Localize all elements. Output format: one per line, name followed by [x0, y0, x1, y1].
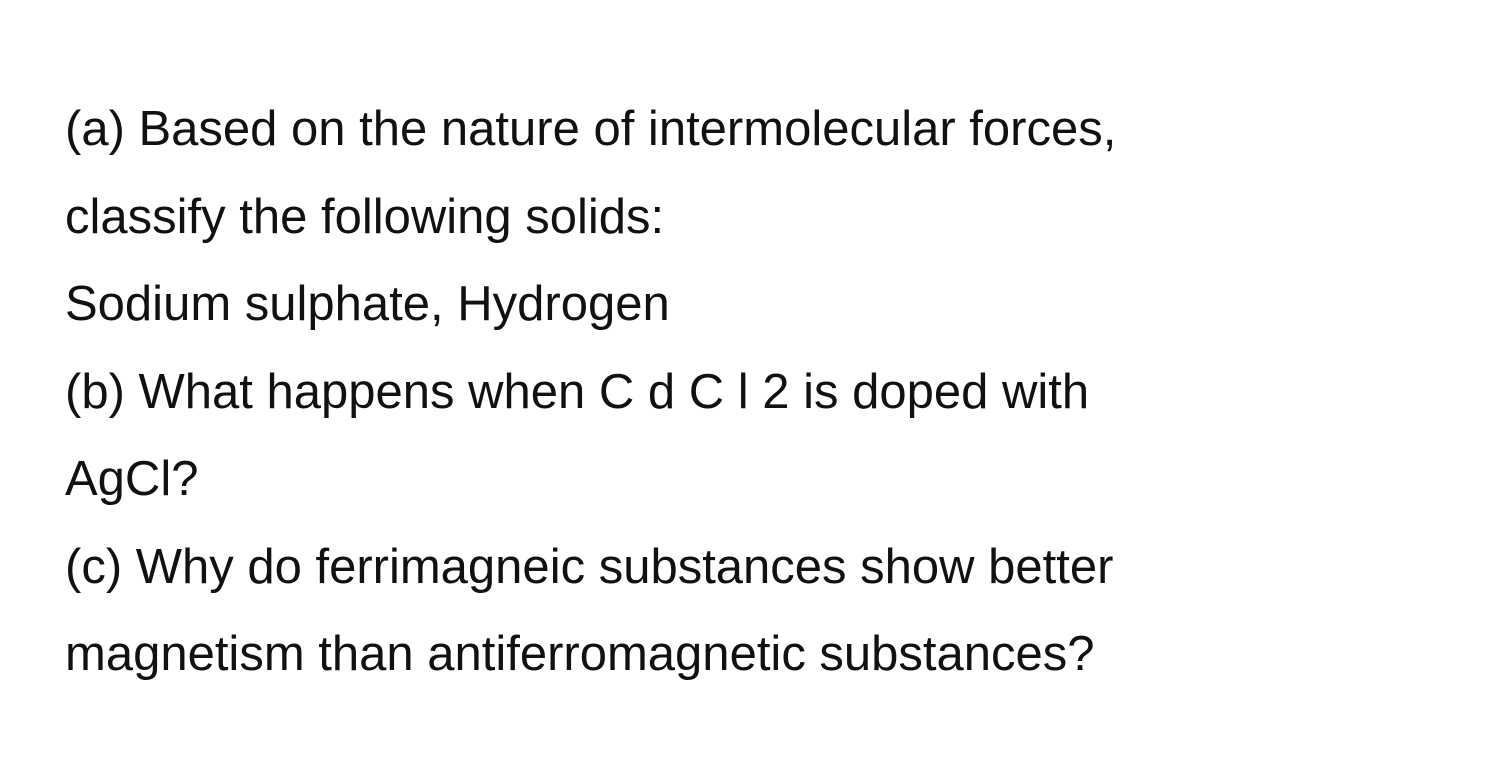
- part-c-line-2: magnetism than antiferromagnetic substances?: [65, 627, 1095, 681]
- part-a-line-3: Sodium sulphate, Hydrogen: [65, 277, 670, 331]
- question-text: [65, 86, 1465, 699]
- part-c-line-1: (c) Why do ferrimagneic substances show better: [65, 539, 1114, 594]
- part-a-line-2: classify the following solids:: [65, 189, 665, 244]
- part-b-line-1: (b) What happens when C d C l 2 is doped with: [65, 364, 1090, 419]
- part-a-line-1: (a) Based on the nature of intermolecular forces,: [65, 102, 1117, 156]
- part-b-line-2: AgCl?: [65, 452, 199, 506]
